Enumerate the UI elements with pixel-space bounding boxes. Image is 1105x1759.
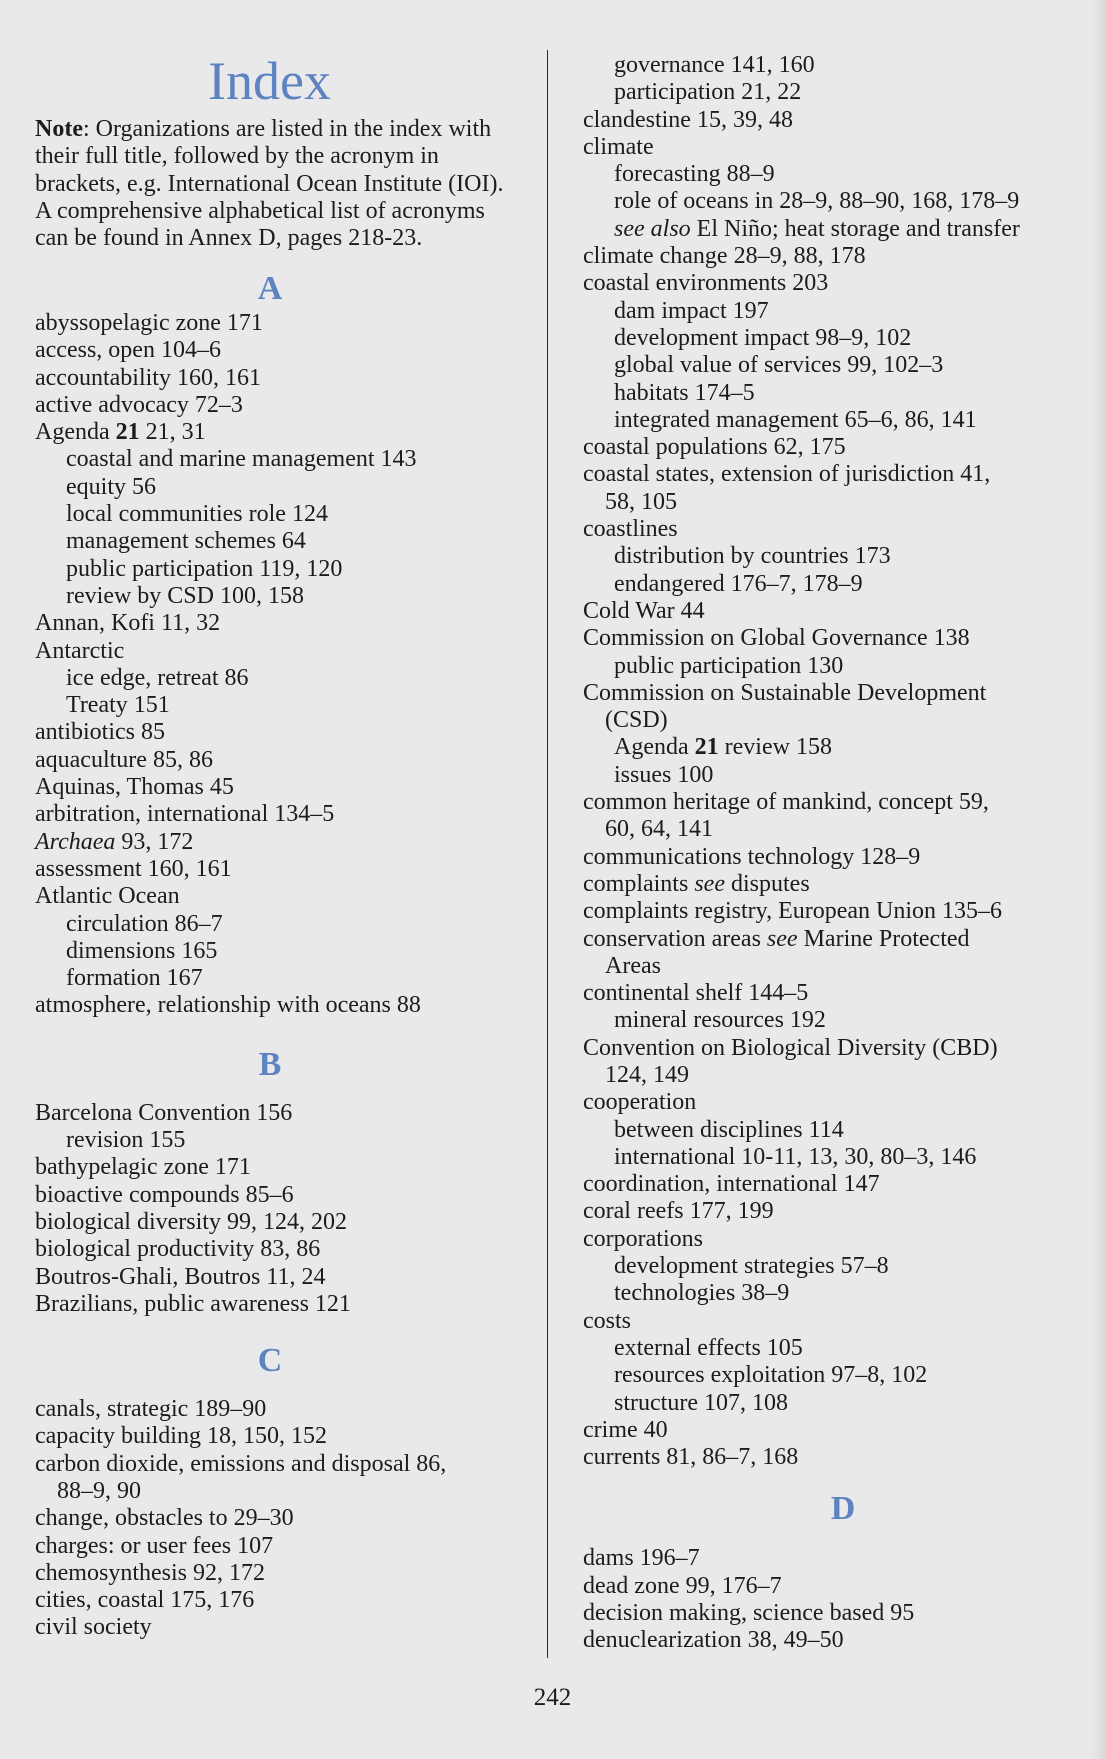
section-letter-b: B: [258, 1045, 282, 1083]
index-subentry: dimensions 165: [66, 937, 218, 964]
index-subentry: [583, 734, 1083, 761]
index-entry: antibiotics 85: [35, 719, 165, 746]
index-entry: abyssopelagic zone 171: [35, 310, 263, 336]
index-subentry: equity 56: [66, 473, 156, 500]
index-subentry: habitats 174–5: [614, 379, 755, 406]
index-entry: Commission on Global Governance 138: [583, 625, 970, 652]
index-entry: cooperation: [583, 1089, 697, 1116]
page-title: Index: [208, 51, 331, 111]
entry-text: Agenda: [35, 419, 116, 446]
note-label: Note: [35, 116, 83, 142]
entry-text: El Niño; heat storage and transfer: [690, 215, 1020, 242]
index-subentry: development impact 98–9, 102: [614, 324, 912, 351]
index-entry: Commission on Sustainable Development: [583, 679, 987, 706]
index-entry: Antarctic: [35, 637, 125, 664]
index-entry: bathypelagic zone 171: [35, 1154, 251, 1181]
index-subentry: ice edge, retreat 86: [66, 664, 249, 691]
index-subentry: revision 155: [66, 1127, 186, 1154]
index-entry: climate: [583, 133, 654, 160]
index-entry: Brazilians, public awareness 121: [35, 1290, 351, 1317]
index-entry: [35, 829, 505, 856]
index-subentry: public participation 130: [614, 652, 844, 679]
index-subentry: management schemes 64: [66, 528, 306, 555]
index-entry: coastlines: [583, 516, 678, 543]
index-subentry: role of oceans in 28–9, 88–90, 168, 178–9: [614, 188, 1020, 215]
entry-italic: see: [766, 925, 798, 952]
index-entry: biological productivity 83, 86: [35, 1236, 321, 1263]
page-number: 242: [533, 1684, 572, 1711]
index-entry: chemosynthesis 92, 172: [35, 1559, 265, 1586]
index-subentry: local communities role 124: [66, 501, 328, 528]
index-entry: biological diversity 99, 124, 202: [35, 1208, 347, 1235]
index-entry: common heritage of mankind, concept 59,: [583, 789, 989, 816]
index-subentry: development strategies 57–8: [614, 1253, 889, 1280]
index-entry: coral reefs 177, 199: [583, 1198, 774, 1225]
index-entry: Atlantic Ocean: [35, 883, 180, 910]
index-entry: carbon dioxide, emissions and disposal 86,: [35, 1450, 447, 1477]
section-letter-a: A: [257, 270, 283, 307]
section-letter-d: D: [830, 1490, 856, 1528]
index-subentry: between disciplines 114: [614, 1116, 844, 1143]
entry-text: disputes: [724, 870, 810, 897]
index-entry: Barcelona Convention 156: [35, 1099, 293, 1126]
index-subentry: distribution by countries 173: [614, 543, 891, 570]
index-entry: clandestine 15, 39, 48: [583, 106, 793, 133]
index-entry: coastal populations 62, 175: [583, 434, 846, 461]
index-subentry: structure 107, 108: [614, 1389, 788, 1416]
index-entry-continued: 88–9, 90: [57, 1477, 141, 1504]
index-subentry: review by CSD 100, 158: [66, 582, 304, 609]
index-entry-continued: 60, 64, 141: [605, 816, 713, 843]
index-entry: Annan, Kofi 11, 32: [35, 610, 221, 637]
index-entry: denuclearization 38, 49–50: [583, 1627, 844, 1654]
index-entry: decision making, science based 95: [583, 1600, 915, 1627]
index-subentry: circulation 86–7: [66, 910, 223, 937]
note-text: : Organizations are listed in the index with their full title, followed by the acronym in brackets, e.g. International Ocean Institute (IOI). A comprehensive alphabetical list of acronyms can be found in Annex D, pages 218-23.: [35, 116, 504, 252]
index-entry: cities, coastal 175, 176: [35, 1587, 255, 1614]
index-subentry: resources exploitation 97–8, 102: [614, 1362, 928, 1389]
entry-text: complaints: [583, 870, 695, 897]
index-entry: coordination, international 147: [583, 1171, 880, 1198]
index-entry: Convention on Biological Diversity (CBD): [583, 1034, 998, 1061]
index-entry: climate change 28–9, 88, 178: [583, 243, 866, 270]
index-subentry: integrated management 65–6, 86, 141: [614, 406, 977, 433]
index-subentry: governance 141, 160: [614, 52, 815, 78]
index-entry: active advocacy 72–3: [35, 391, 243, 418]
index-entry: civil society: [35, 1614, 152, 1641]
index-subentry: technologies 38–9: [614, 1280, 790, 1307]
index-entry: corporations: [583, 1225, 703, 1252]
column-divider: [547, 50, 548, 1658]
index-entry: change, obstacles to 29–30: [35, 1505, 294, 1532]
index-entry: capacity building 18, 150, 152: [35, 1423, 327, 1450]
index-subentry: forecasting 88–9: [614, 161, 775, 188]
index-entry: dead zone 99, 176–7: [583, 1572, 782, 1599]
index-subentry: endangered 176–7, 178–9: [614, 570, 863, 597]
entry-bold: 21: [115, 419, 140, 446]
index-subentry: participation 21, 22: [614, 79, 802, 106]
entry-text: review 158: [718, 734, 832, 761]
index-entry: canals, strategic 189–90: [35, 1396, 267, 1423]
entry-text: Agenda: [614, 734, 695, 761]
entry-italic: see: [694, 870, 725, 897]
index-subentry: formation 167: [66, 965, 203, 992]
entry-italic: Archaea: [35, 828, 116, 855]
index-subentry: public participation 119, 120: [66, 555, 343, 582]
entry-text: Marine Protected: [797, 925, 970, 952]
index-entry-continued: (CSD): [605, 707, 668, 734]
index-entry: coastal states, extension of jurisdiction 41,: [583, 461, 991, 488]
index-entry: costs: [583, 1307, 631, 1334]
index-entry: atmosphere, relationship with oceans 88: [35, 992, 421, 1019]
index-entry: bioactive compounds 85–6: [35, 1181, 294, 1208]
entry-text: conservation areas: [583, 925, 767, 952]
index-entry: coastal environments 203: [583, 270, 829, 297]
index-subentry: global value of services 99, 102–3: [614, 352, 944, 379]
entry-text: 93, 172: [115, 828, 194, 855]
index-subentry: [583, 216, 1083, 243]
index-note: [35, 116, 510, 252]
index-entry-continued: 58, 105: [605, 488, 677, 515]
index-entry: currents 81, 86–7, 168: [583, 1444, 799, 1471]
index-entry-continued: 124, 149: [605, 1061, 689, 1088]
page-edge-shadow: [1091, 0, 1105, 1759]
index-entry: complaints registry, European Union 135–6: [583, 898, 1003, 925]
index-subentry: international 10-11, 13, 30, 80–3, 146: [614, 1143, 977, 1170]
index-entry: [583, 926, 1083, 953]
index-entry: arbitration, international 134–5: [35, 801, 335, 828]
index-subentry: dam impact 197: [614, 297, 769, 324]
index-entry: continental shelf 144–5: [583, 980, 809, 1007]
index-entry: charges: or user fees 107: [35, 1532, 274, 1559]
index-subentry: mineral resources 192: [614, 1007, 826, 1034]
index-entry: access, open 104–6: [35, 337, 221, 364]
index-entry: crime 40: [583, 1416, 668, 1443]
index-subentry: external effects 105: [614, 1334, 803, 1361]
entry-text: 21, 31: [139, 419, 206, 446]
index-subentry: issues 100: [614, 761, 714, 788]
index-entry: assessment 160, 161: [35, 855, 232, 882]
index-entry: Boutros-Ghali, Boutros 11, 24: [35, 1263, 326, 1290]
index-entry: communications technology 128–9: [583, 843, 921, 870]
entry-bold: 21: [694, 734, 719, 761]
index-entry: [35, 419, 505, 446]
index-entry-continued: Areas: [605, 952, 661, 979]
index-entry: Aquinas, Thomas 45: [35, 774, 234, 801]
entry-italic: see also: [614, 215, 691, 242]
index-entry: dams 196–7: [583, 1545, 700, 1572]
index-subentry: coastal and marine management 143: [66, 446, 417, 473]
section-letter-c: C: [257, 1342, 283, 1380]
index-entry: [583, 871, 1083, 898]
index-subentry: Treaty 151: [66, 692, 170, 719]
index-entry: aquaculture 85, 86: [35, 746, 213, 773]
index-entry: Cold War 44: [583, 597, 705, 624]
index-entry: accountability 160, 161: [35, 364, 261, 391]
